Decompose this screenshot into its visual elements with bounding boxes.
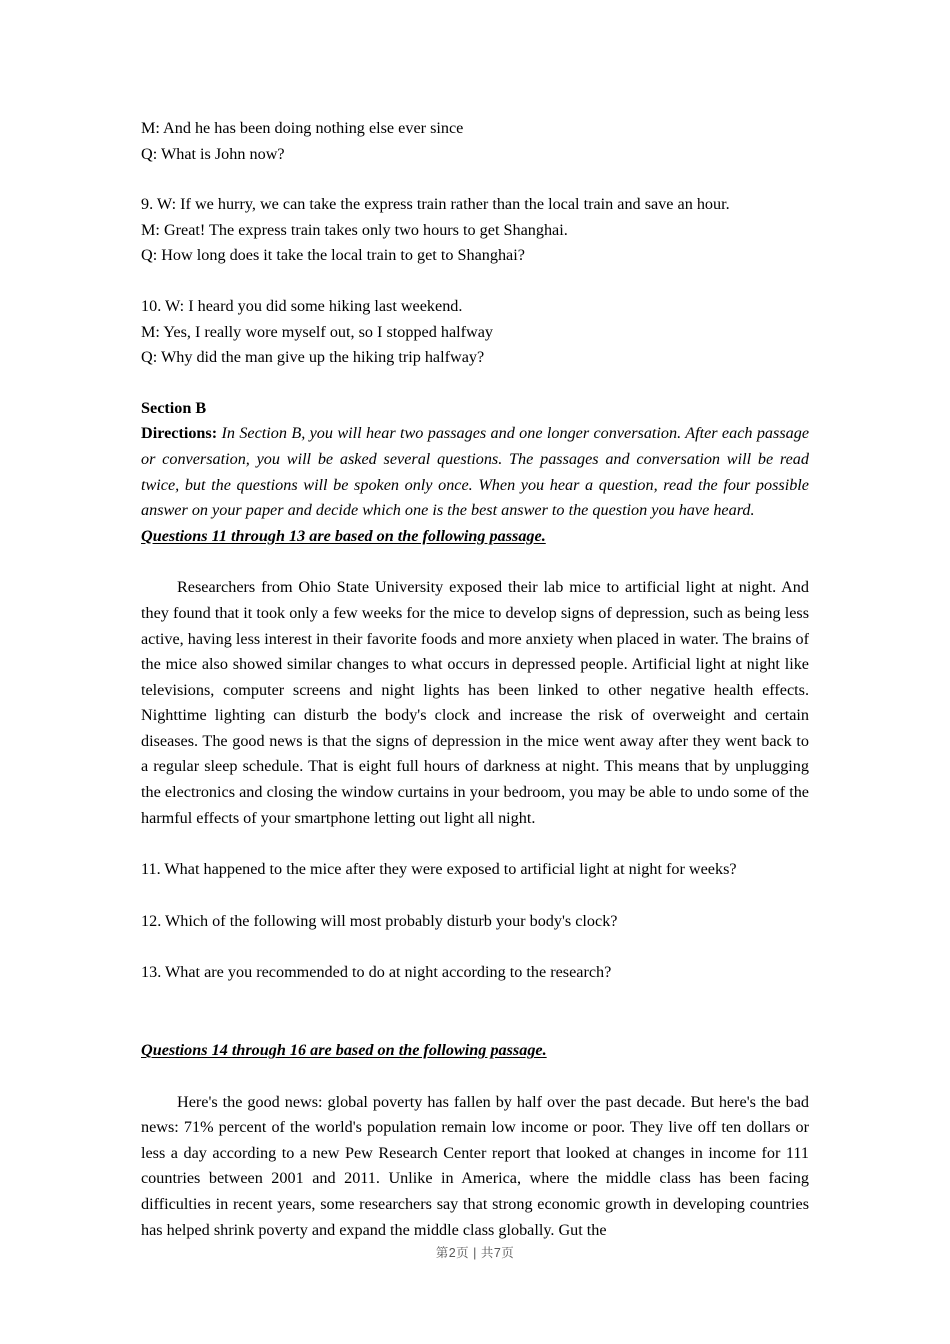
directions-text: In Section B, you will hear two passages and one longer conversation. After each passage or conversation, you will be asked several questions. The passages and conversation will be read twice, but the questions will be spoken only once. When you hear a question, read the four possible answer on your paper and decide which one is the best answer to the question you have heard. <box>141 424 809 520</box>
spacer <box>141 269 809 294</box>
document-body <box>141 0 809 1243</box>
dialogue-item-9 <box>141 192 809 269</box>
document-page <box>141 0 809 1344</box>
spacer <box>141 934 809 960</box>
spacer <box>141 167 809 192</box>
dialogue-line-question: Q: What is John now? <box>141 144 285 163</box>
passage-2-text: Here's the good news: global poverty has fallen by half over the past decade. But here's the bad news: 71% percent of the world's population remain low income or poor. They live off ten dollars or less a day according to a new Pew Research Center report that looked at changes in income for 111 countries between 2001 and 2011. Unlike in America, where the middle class has been facing difficulties in recent years, some researchers say that strong economic growth in developing countries has helped shrink poverty and expand the middle class globally. Gut the <box>141 1092 809 1239</box>
question-13: 13. What are you recommended to do at night according to the research? <box>141 963 612 982</box>
questions-14-16-heading: Questions 14 through 16 are based on the following passage. <box>141 1041 547 1060</box>
question-12: 12. Which of the following will most probably disturb your body's clock? <box>141 911 618 930</box>
passage-1-text: Researchers from Ohio State University exposed their lab mice to artificial light at night. And they found that it took only a few weeks for the mice to develop signs of depression, such as being less active, having less interest in their favorite foods and more anxiety when placed in water. The brains of the mice also showed similar changes to what occurs in depressed people. Artificial light at night like televisions, computer screens and night lights has been linked to other negative health effects. Nighttime lighting can disturb the body's clock and increase the risk of overweight and certain diseases. The good news is that the signs of depression in the mice went away after they went back to a regular sleep schedule. That is eight full hours of darkness at night. This means that by unplugging the electronics and closing the window curtains in your bedroom, you may be able to undo some of the harmful effects of your smartphone letting out light all night. <box>141 578 809 827</box>
dialogue-item-10 <box>141 294 809 371</box>
dialogue-line-woman: 9. W: If we hurry, we can take the express train rather than the local train and save an hour. <box>141 195 730 214</box>
dialogue-line-question: Q: How long does it take the local train to get to Shanghai? <box>141 246 525 265</box>
dialogue-line-woman: 10. W: I heard you did some hiking last weekend. <box>141 296 463 315</box>
spacer <box>141 549 809 575</box>
dialogue-line-man: M: And he has been doing nothing else ever since <box>141 119 464 137</box>
dialogue-item-8 <box>141 116 809 167</box>
page-footer: 第2页 | 共7页 <box>435 1246 515 1260</box>
dialogue-line-question: Q: Why did the man give up the hiking trip halfway? <box>141 348 485 367</box>
spacer <box>141 986 809 1012</box>
dialogue-line-man: M: Yes, I really wore myself out, so I stopped halfway <box>141 322 494 341</box>
spacer <box>141 1064 809 1090</box>
section-b-directions <box>141 421 809 523</box>
spacer <box>141 371 809 396</box>
spacer <box>141 883 809 909</box>
section-b-heading: Section B <box>141 398 207 417</box>
question-11: 11. What happened to the mice after they were exposed to artificial light at night for weeks? <box>141 860 737 879</box>
questions-11-13-heading: Questions 11 through 13 are based on the following passage. <box>141 526 546 545</box>
directions-label: Directions: <box>141 424 218 443</box>
spacer <box>141 1012 809 1038</box>
dialogue-line-man: M: Great! The express train takes only two hours to get Shanghai. <box>141 220 568 239</box>
spacer <box>141 831 809 857</box>
